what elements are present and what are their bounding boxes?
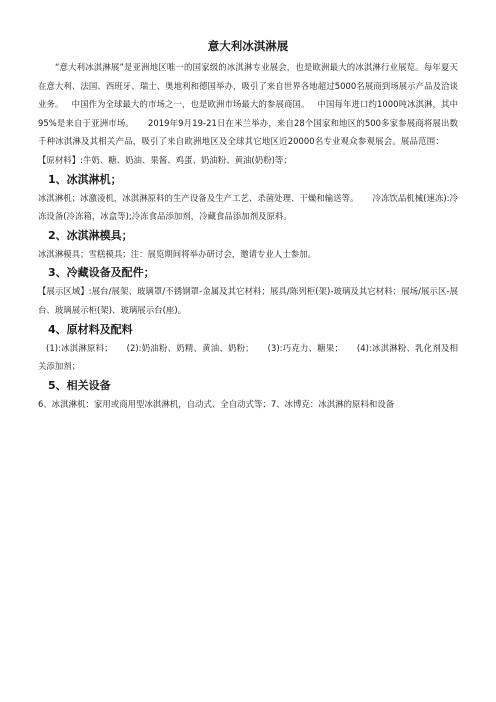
- list-item: (1):冰淇淋原料；: [46, 342, 113, 353]
- list-item: (2):奶油粉、奶精、黄油、奶粉；: [126, 342, 254, 353]
- section-text-extra: 冷冻饮品机械(速冻):冷冻设备(冷冻箱，冰盒等);冷冻食品添加剂，冷藏食品添加剂及原料。: [38, 192, 458, 222]
- section-heading: 1、冰淇淋机；: [48, 172, 122, 186]
- intro-import-text: 中国每年进口约1000吨冰淇淋，其中95%是来自于亚洲市场。: [38, 99, 458, 128]
- section-text: 【展示区域】:展台/展架、玻璃罩/不锈钢罩-金属及其它材料；展具/陈列柜(架)-玻璃及其它材料；展场/展示区-展台、玻璃展示柜(架)、玻璃展示台(座)。: [38, 286, 458, 315]
- section-heading: 2、冰淇淋模具；: [48, 228, 133, 242]
- section-heading: 5、相关设备: [48, 378, 111, 392]
- section-text-main: 冰淇淋机；冰激凌机，冰淇淋原料的生产设备及生产工艺、杀菌处理、干燥和输送等。: [38, 192, 359, 203]
- intro-event-text: 2019年9月19-21日在米兰举办，来自28个国家和地区的500多家参展商将展出数千种冰淇淋及其相关产品，吸引了来自欧洲地区及全球其它地区近20000名专业观众参观展会。展品范围：: [38, 117, 459, 147]
- document-title: 意大利冰淇淋展: [207, 39, 289, 53]
- section-heading: 4、原材料及配料: [48, 322, 133, 336]
- list-item: (3):巧克力、糖果；: [267, 342, 343, 353]
- intro-materials-text: 【原材料】:牛奶、糖、奶油、果酱、鸡蛋、奶油粉、黄油(奶粉)等；: [38, 154, 292, 165]
- section-text: [38, 189, 458, 226]
- section-text: 6、冰淇淋机：家用或商用型冰淇淋机，自动式、全自动式等；7、冰博克：冰淇淋的原料和设备: [38, 398, 395, 409]
- list-item: (4):冰淇淋粉、乳化剂及相关添加剂；: [38, 342, 458, 372]
- section-text: 冰淇淋模具；雪糕模具；注：展览期间将举办研讨会，邀请专业人士参加。: [38, 248, 317, 259]
- intro-paragraph: [38, 58, 458, 170]
- intro-text: “意大利冰淇淋展”是亚洲地区唯一的国家级的冰淇淋专业展会，也是欧洲最大的冰淇淋行业展览。每年夏天在意大利、法国、西班牙、瑞士、奥地利和德国举办，吸引了来自世界各地超过5000名展商到场展示产品及洽谈业务。: [38, 62, 458, 110]
- section-heading: 3、冷藏设备及配件；: [48, 266, 155, 280]
- intro-market-text: 中国作为全球最大的市场之一，也是欧洲市场最大的参展商国。: [71, 99, 310, 110]
- section-item-list: [38, 339, 458, 376]
